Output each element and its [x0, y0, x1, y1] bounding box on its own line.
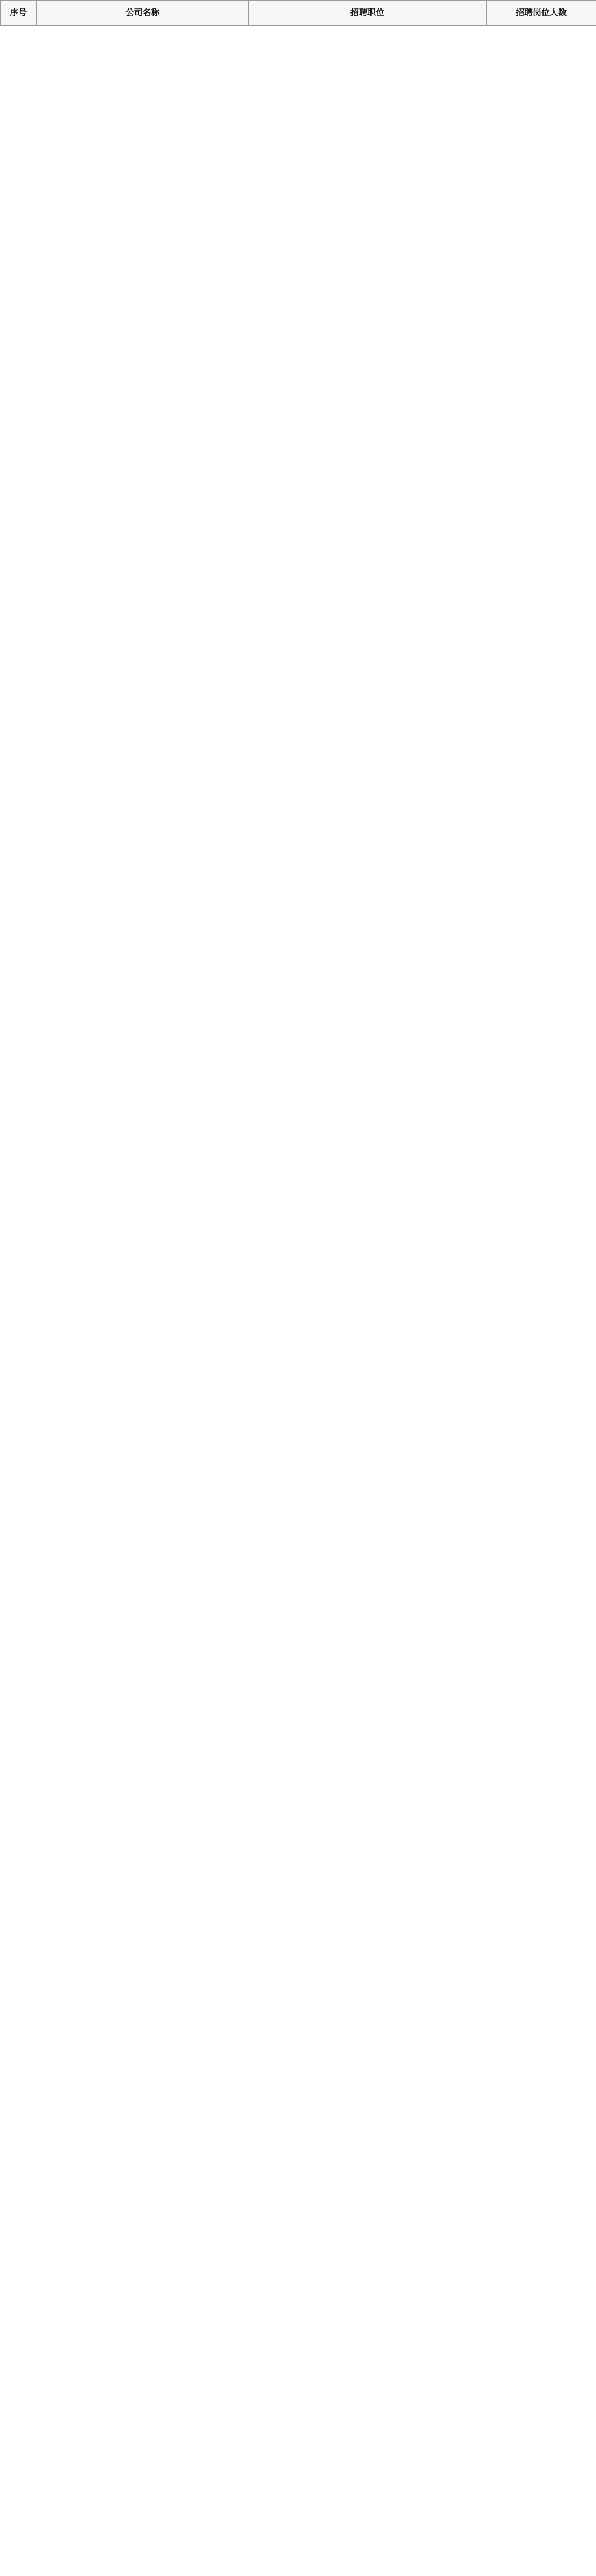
header-count: 招聘岗位人数 [487, 1, 596, 26]
job-table [0, 0, 596, 26]
header-row [1, 1, 596, 26]
header-job: 招聘职位 [249, 1, 487, 26]
header-company: 公司名称 [37, 1, 249, 26]
job-table-header [1, 1, 596, 26]
header-no: 序号 [1, 1, 37, 26]
